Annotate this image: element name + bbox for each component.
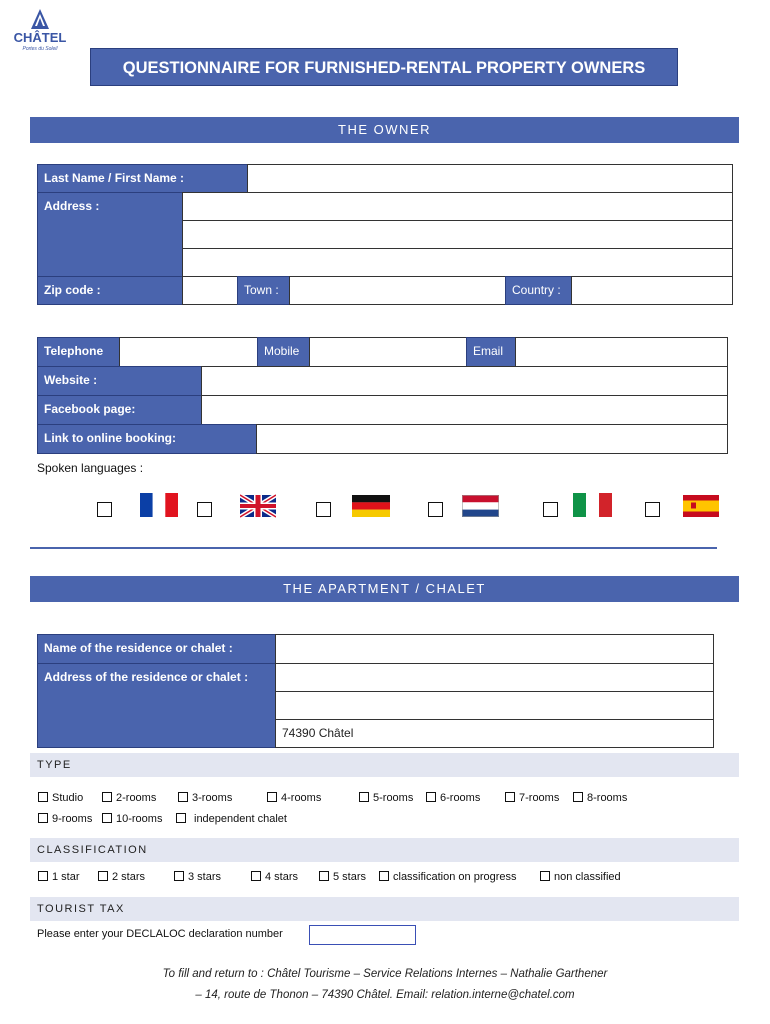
checkbox-icon <box>573 792 583 802</box>
classification-option-non-classified[interactable]: non classified <box>540 871 621 883</box>
classification-option-5-stars[interactable]: 5 stars <box>319 871 366 883</box>
type-option-10-rooms[interactable]: 10-rooms <box>102 813 162 825</box>
email-field[interactable] <box>515 337 728 367</box>
address-line-3-field[interactable] <box>182 248 733 277</box>
english-checkbox[interactable] <box>197 502 212 517</box>
declaloc-field[interactable] <box>309 925 416 945</box>
logo-tagline: Portes du Soleil <box>22 46 58 52</box>
type-option-3-rooms[interactable]: 3-rooms <box>178 792 232 804</box>
type-option-4-rooms[interactable]: 4-rooms <box>267 792 321 804</box>
mountain-icon <box>30 8 50 30</box>
name-field[interactable] <box>247 164 733 193</box>
type-option-7-rooms[interactable]: 7-rooms <box>505 792 559 804</box>
address-label: Address : <box>37 192 183 277</box>
town-label: Town : <box>237 276 290 305</box>
checkbox-icon <box>505 792 515 802</box>
booking-label: Link to online booking: <box>37 424 257 454</box>
classification-header: CLASSIFICATION <box>30 838 739 862</box>
checkbox-icon <box>251 871 261 881</box>
checkbox-icon <box>38 871 48 881</box>
classification-option-1-star[interactable]: 1 star <box>38 871 80 883</box>
french-checkbox[interactable] <box>97 502 112 517</box>
residence-address-line-2-field[interactable] <box>275 691 714 720</box>
german-checkbox[interactable] <box>316 502 331 517</box>
tourist-tax-header: TOURIST TAX <box>30 897 739 921</box>
footer-line-1: To fill and return to : Châtel Tourisme – Service Relations Internes – Nathalie Garthener <box>162 968 608 980</box>
residence-name-label: Name of the residence or chalet : <box>37 634 276 664</box>
spain-flag-icon <box>683 494 719 518</box>
zip-label: Zip code : <box>37 276 183 305</box>
type-header: TYPE <box>30 753 739 777</box>
facebook-field[interactable] <box>201 395 728 425</box>
name-label: Last Name / First Name : <box>37 164 248 193</box>
france-flag-icon <box>140 493 178 517</box>
checkbox-icon <box>38 792 48 802</box>
type-option-independent-chalet[interactable]: independent chalet <box>176 813 287 825</box>
telephone-label: Telephone <box>37 337 120 367</box>
footer-line-2: – 14, route de Thonon – 74390 Châtel. Email: relation.interne@chatel.com <box>195 989 575 1001</box>
germany-flag-icon <box>352 494 390 518</box>
town-field[interactable] <box>289 276 506 305</box>
checkbox-icon <box>359 792 369 802</box>
declaloc-label: Please enter your DECLALOC declaration number <box>37 928 283 940</box>
classification-option-4-stars[interactable]: 4 stars <box>251 871 298 883</box>
zip-field[interactable] <box>182 276 238 305</box>
languages-label: Spoken languages : <box>37 461 144 475</box>
page-title: QUESTIONNAIRE FOR FURNISHED-RENTAL PROPERTY OWNERS <box>90 48 678 86</box>
type-option-8-rooms[interactable]: 8-rooms <box>573 792 627 804</box>
checkbox-icon <box>176 813 186 823</box>
classification-option-in-progress[interactable]: classification on progress <box>379 871 517 883</box>
apartment-section-header: THE APARTMENT / CHALET <box>30 576 739 602</box>
classification-option-3-stars[interactable]: 3 stars <box>174 871 221 883</box>
booking-field[interactable] <box>256 424 728 454</box>
checkbox-icon <box>319 871 329 881</box>
section-divider <box>30 547 717 549</box>
classification-option-2-stars[interactable]: 2 stars <box>98 871 145 883</box>
dutch-checkbox[interactable] <box>428 502 443 517</box>
mobile-field[interactable] <box>309 337 467 367</box>
country-label: Country : <box>505 276 572 305</box>
website-label: Website : <box>37 366 202 396</box>
residence-name-field[interactable] <box>275 634 714 664</box>
facebook-label: Facebook page: <box>37 395 202 425</box>
checkbox-icon <box>178 792 188 802</box>
residence-city-field[interactable]: 74390 Châtel <box>275 719 714 748</box>
logo-name: CHÂTEL <box>13 30 67 45</box>
checkbox-icon <box>102 792 112 802</box>
chatel-logo <box>10 8 70 58</box>
netherlands-flag-icon <box>462 494 499 518</box>
checkbox-icon <box>426 792 436 802</box>
mobile-label: Mobile <box>257 337 310 367</box>
address-line-1-field[interactable] <box>182 192 733 221</box>
italian-checkbox[interactable] <box>543 502 558 517</box>
email-label: Email <box>466 337 516 367</box>
type-option-5-rooms[interactable]: 5-rooms <box>359 792 413 804</box>
address-line-2-field[interactable] <box>182 220 733 249</box>
checkbox-icon <box>102 813 112 823</box>
type-option-2-rooms[interactable]: 2-rooms <box>102 792 156 804</box>
website-field[interactable] <box>201 366 728 396</box>
type-option-9-rooms[interactable]: 9-rooms <box>38 813 92 825</box>
spanish-checkbox[interactable] <box>645 502 660 517</box>
checkbox-icon <box>98 871 108 881</box>
owner-section-header: THE OWNER <box>30 117 739 143</box>
country-field[interactable] <box>571 276 733 305</box>
checkbox-icon <box>174 871 184 881</box>
telephone-field[interactable] <box>119 337 258 367</box>
type-option-6-rooms[interactable]: 6-rooms <box>426 792 480 804</box>
residence-address-label: Address of the residence or chalet : <box>37 663 276 748</box>
type-option-studio[interactable]: Studio <box>38 792 83 804</box>
checkbox-icon <box>267 792 277 802</box>
residence-address-line-1-field[interactable] <box>275 663 714 692</box>
uk-flag-icon <box>240 494 276 518</box>
checkbox-icon <box>379 871 389 881</box>
checkbox-icon <box>540 871 550 881</box>
checkbox-icon <box>38 813 48 823</box>
italy-flag-icon <box>573 493 612 517</box>
